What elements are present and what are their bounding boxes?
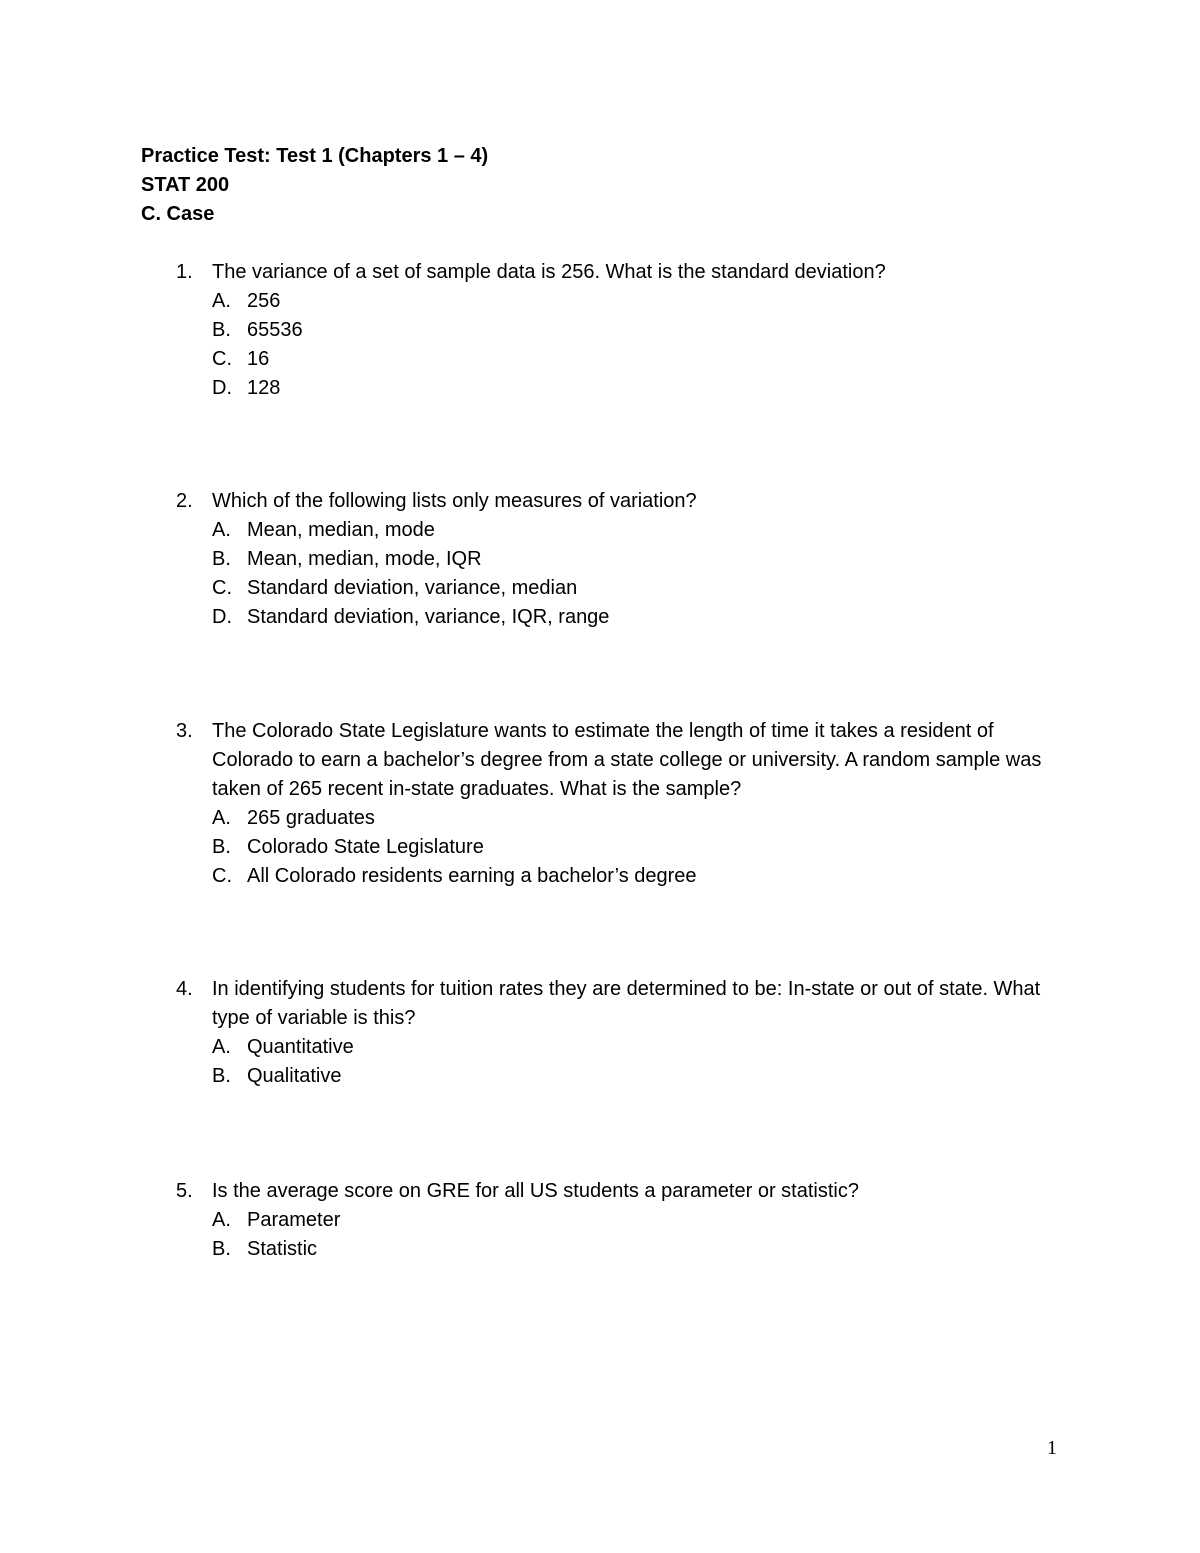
option-letter: A. xyxy=(212,519,231,541)
page-number: 1 xyxy=(1047,1437,1057,1459)
option-text: Quantitative xyxy=(247,1036,354,1058)
answer-option xyxy=(176,1033,1056,1062)
answer-option xyxy=(176,316,1056,345)
option-text: 256 xyxy=(247,290,281,312)
option-letter: A. xyxy=(212,1036,231,1058)
answer-options xyxy=(176,1206,1056,1264)
answer-option xyxy=(176,574,1056,603)
option-letter: D. xyxy=(212,377,232,399)
option-text: Mean, median, mode xyxy=(247,519,435,541)
answer-option xyxy=(176,545,1056,574)
question-text: The variance of a set of sample data is 256. What is the standard deviation? xyxy=(212,261,886,283)
question-number: 1. xyxy=(176,261,193,283)
answer-option xyxy=(176,603,1056,632)
option-letter: A. xyxy=(212,1209,231,1231)
option-letter: C. xyxy=(212,348,232,370)
option-letter: A. xyxy=(212,807,231,829)
answer-option xyxy=(176,516,1056,545)
question-5 xyxy=(176,1177,1056,1264)
question-number: 4. xyxy=(176,978,193,1000)
answer-options xyxy=(176,287,1056,403)
option-letter: C. xyxy=(212,577,232,599)
option-text: 65536 xyxy=(247,319,303,341)
document-title: Practice Test: Test 1 (Chapters 1 – 4) xyxy=(141,145,489,167)
option-text: 265 graduates xyxy=(247,807,375,829)
answer-option xyxy=(176,1062,1056,1091)
question-text: In identifying students for tuition rates they are determined to be: In-state or out of state. What type of variable is this? xyxy=(212,978,1041,1029)
option-letter: C. xyxy=(212,865,232,887)
course-code: STAT 200 xyxy=(141,174,230,196)
option-letter: D. xyxy=(212,606,232,628)
option-text: Mean, median, mode, IQR xyxy=(247,548,482,570)
question-text: Which of the following lists only measures of variation? xyxy=(212,490,697,512)
answer-options xyxy=(176,804,1056,891)
question-text: The Colorado State Legislature wants to estimate the length of time it takes a resident of Colorado to earn a bachelor’s degree from a state college or university. A random sample was taken of 265 recent in-state graduates. What is the sample? xyxy=(212,720,1042,800)
option-letter: B. xyxy=(212,548,231,570)
answer-options xyxy=(176,516,1056,632)
answer-option xyxy=(176,345,1056,374)
question-3 xyxy=(176,717,1056,891)
option-letter: B. xyxy=(212,836,231,858)
document-header xyxy=(141,142,1041,229)
answer-option xyxy=(176,1206,1056,1235)
answer-option xyxy=(176,374,1056,403)
option-letter: B. xyxy=(212,1065,231,1087)
answer-option xyxy=(176,833,1056,862)
author-name: C. Case xyxy=(141,203,215,225)
option-text: 128 xyxy=(247,377,281,399)
option-letter: B. xyxy=(212,1238,231,1260)
question-number: 2. xyxy=(176,490,193,512)
question-number: 3. xyxy=(176,720,193,742)
answer-option xyxy=(176,804,1056,833)
option-text: All Colorado residents earning a bachelor’s degree xyxy=(247,865,697,887)
option-text: Colorado State Legislature xyxy=(247,836,484,858)
option-text: 16 xyxy=(247,348,270,370)
question-2 xyxy=(176,487,1056,632)
option-text: Standard deviation, variance, median xyxy=(247,577,578,599)
question-4 xyxy=(176,975,1056,1091)
answer-option xyxy=(176,1235,1056,1264)
option-text: Standard deviation, variance, IQR, range xyxy=(247,606,610,628)
question-number: 5. xyxy=(176,1180,193,1202)
answer-option xyxy=(176,287,1056,316)
answer-options xyxy=(176,1033,1056,1091)
question-text: Is the average score on GRE for all US students a parameter or statistic? xyxy=(212,1180,859,1202)
question-1 xyxy=(176,258,1056,403)
option-letter: A. xyxy=(212,290,231,312)
option-text: Parameter xyxy=(247,1209,341,1231)
option-text: Statistic xyxy=(247,1238,318,1260)
answer-option xyxy=(176,862,1056,891)
option-letter: B. xyxy=(212,319,231,341)
option-text: Qualitative xyxy=(247,1065,342,1087)
